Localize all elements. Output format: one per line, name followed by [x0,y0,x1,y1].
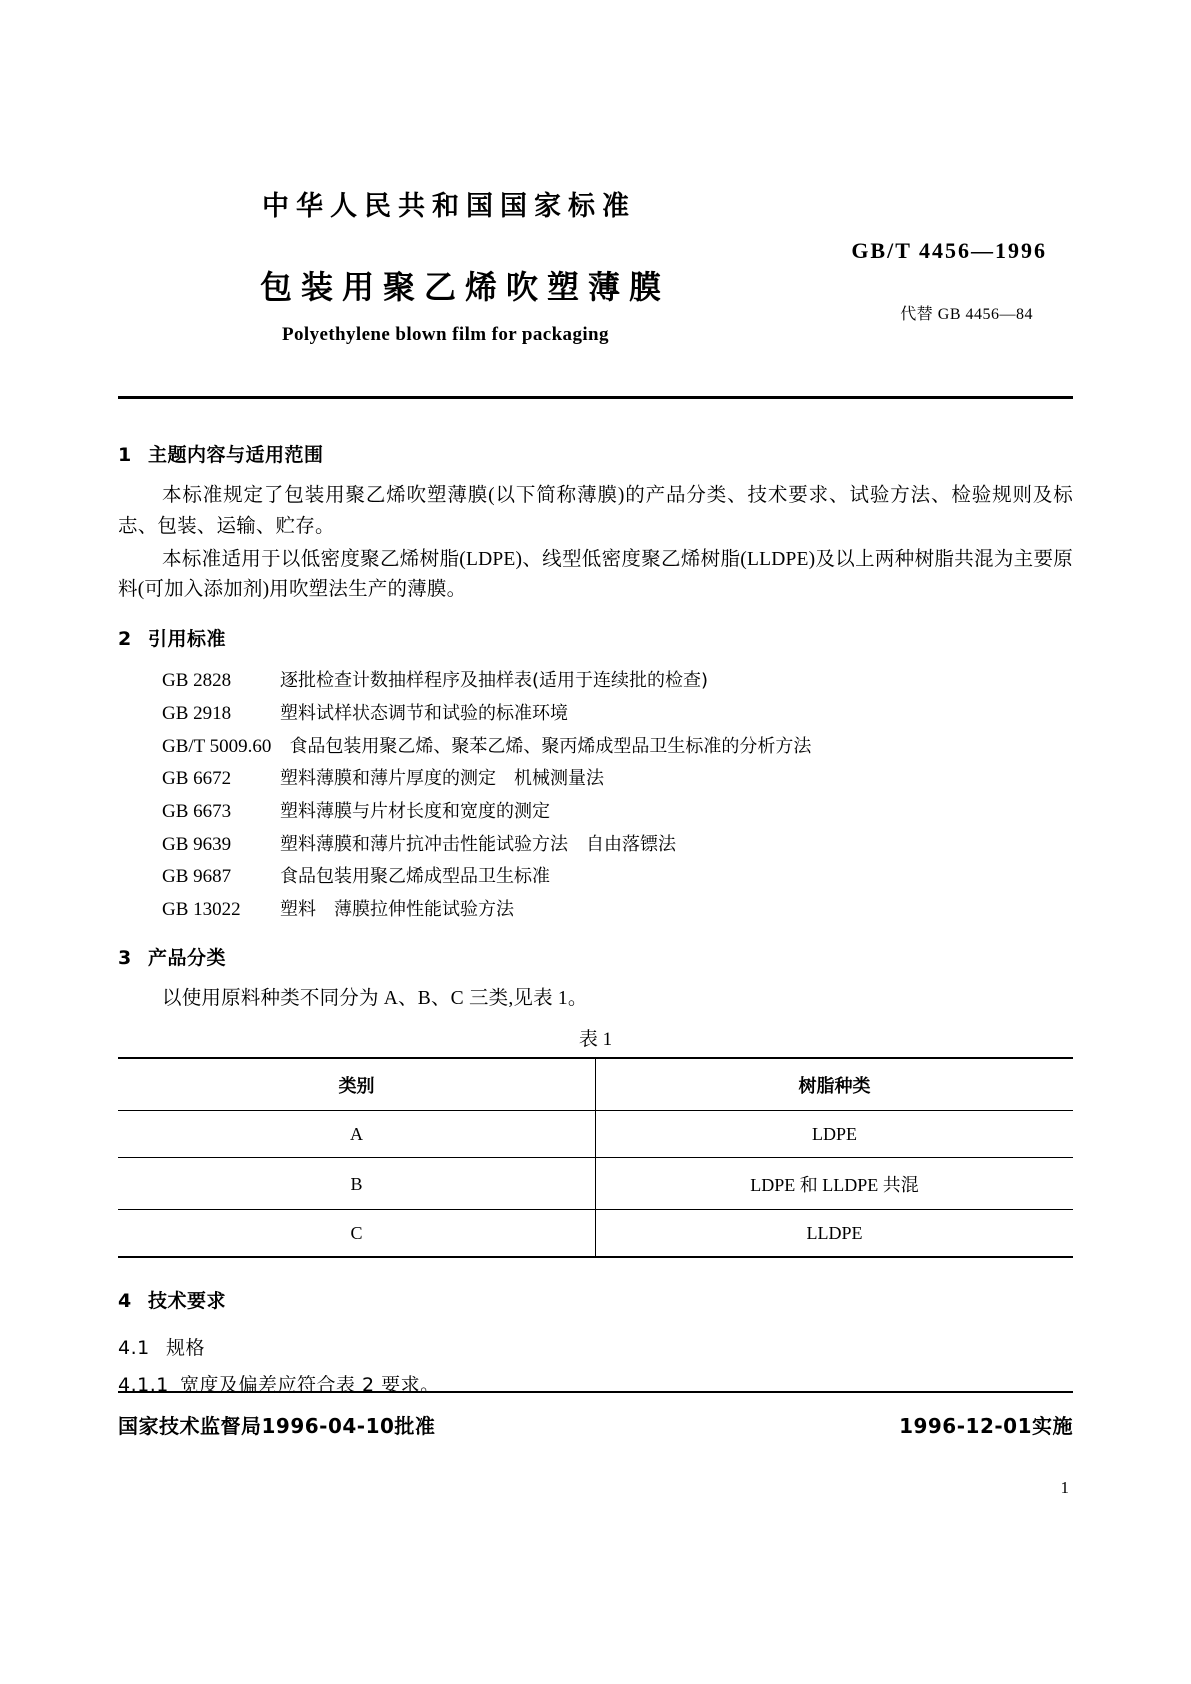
cell-resin-type: LDPE [596,1111,1074,1158]
referenced-standards-list [118,665,1073,926]
section-4-1-1-number: 4.1.1 [118,1374,169,1397]
reference-title: 塑料薄膜和薄片厚度的测定 机械测量法 [280,768,604,790]
table-1-body [118,1111,1073,1258]
section-2-title: 引用标准 [148,628,227,651]
list-item [118,861,1073,894]
column-header-category: 类别 [118,1058,596,1111]
cell-resin-type: LLDPE [596,1210,1074,1258]
standard-replaces-label: 代替 GB 4456—84 [900,306,1033,323]
reference-title: 塑料试样状态调节和试验的标准环境 [280,702,568,724]
section-1-paragraph-1: 本标准规定了包装用聚乙烯吹塑薄膜(以下简称薄膜)的产品分类、技术要求、试验方法、检验规则及标志、包装、运输、贮存。 [118,485,1073,537]
reference-code: GB 13022 [162,898,241,920]
reference-title: 塑料薄膜与片材长度和宽度的测定 [280,800,550,822]
section-3-paragraph: 以使用原料种类不同分为 A、B、C 三类,见表 1。 [162,987,588,1009]
section-4-heading [118,1286,1073,1313]
cell-category: C [118,1210,596,1258]
section-4-1-number: 4.1 [118,1337,150,1360]
table-1-header [118,1058,1073,1111]
section-3-title: 产品分类 [148,946,227,969]
table-header-row [118,1058,1073,1111]
reference-code: GB 2828 [162,670,232,692]
section-2-number: 2 [118,628,132,651]
table-row [118,1158,1073,1210]
section-1-title: 主题内容与适用范围 [148,444,324,466]
section-4-1-title: 规格 [166,1337,206,1360]
reference-title: 食品包装用聚乙烯成型品卫生标准 [280,866,550,888]
reference-code: GB 6672 [162,768,232,790]
table-row [118,1111,1073,1158]
document-body [118,440,1073,1407]
table-row [118,1210,1073,1258]
list-item [118,763,1073,796]
section-1-paragraph-2: 本标准适用于以低密度聚乙烯树脂(LDPE)、线型低密度聚乙烯树脂(LLDPE)及以上两种树脂共混为主要原料(可加入添加剂)用吹塑法生产的薄膜。 [118,548,1073,601]
reference-code: GB/T 5009.60 [162,735,272,757]
table-1 [118,1057,1073,1258]
list-item [118,731,1073,764]
list-item [118,665,1073,698]
footer-divider-rule [118,1391,1073,1393]
reference-code: GB 6673 [162,800,232,822]
section-4-title: 技术要求 [148,1290,227,1313]
page-number: 1 [1060,1478,1069,1497]
document-masthead [118,176,1073,391]
list-item [118,829,1073,862]
list-item [118,894,1073,927]
national-standard-label: 中华人民共和国国家标准 [262,191,636,222]
document-footer [118,1404,1073,1444]
approval-statement: 国家技术监督局1996-04-10批准 [118,1413,436,1438]
implementation-date: 1996-12-01实施 [899,1413,1073,1438]
section-4-1-1-heading [118,1370,1073,1397]
reference-code: GB 9687 [162,866,232,888]
list-item [118,698,1073,731]
reference-title: 食品包装用聚乙烯、聚苯乙烯、聚丙烯成型品卫生标准的分析方法 [289,735,812,757]
document-title-english: Polyethylene blown film for packaging [282,324,609,345]
section-3-heading [118,943,1073,970]
header-divider-rule [118,396,1073,399]
table-1-caption: 表 1 [578,1029,613,1051]
section-4-number: 4 [118,1290,132,1313]
section-4-1-1-text: 宽度及偏差应符合表 2 要求。 [180,1374,440,1397]
reference-code: GB 9639 [162,833,232,855]
standard-number: GB/T 4456—1996 [851,238,1047,263]
document-title-chinese: 包装用聚乙烯吹塑薄膜 [260,268,671,306]
reference-title: 逐批检查计数抽样程序及抽样表(适用于连续批的检查) [280,670,709,692]
cell-category: A [118,1111,596,1158]
section-3-number: 3 [118,946,132,969]
cell-resin-type: LDPE 和 LLDPE 共混 [596,1158,1074,1210]
section-1-number: 1 [118,444,132,466]
section-1-heading [118,440,1073,467]
column-header-resin-type: 树脂种类 [596,1058,1074,1111]
section-2-heading [118,624,1073,651]
reference-title: 塑料 薄膜拉伸性能试验方法 [280,898,514,920]
reference-code: GB 2918 [162,702,232,724]
list-item [118,796,1073,829]
cell-category: B [118,1158,596,1210]
reference-title: 塑料薄膜和薄片抗冲击性能试验方法 自由落镖法 [280,833,676,855]
section-4-1-heading [118,1333,1073,1360]
